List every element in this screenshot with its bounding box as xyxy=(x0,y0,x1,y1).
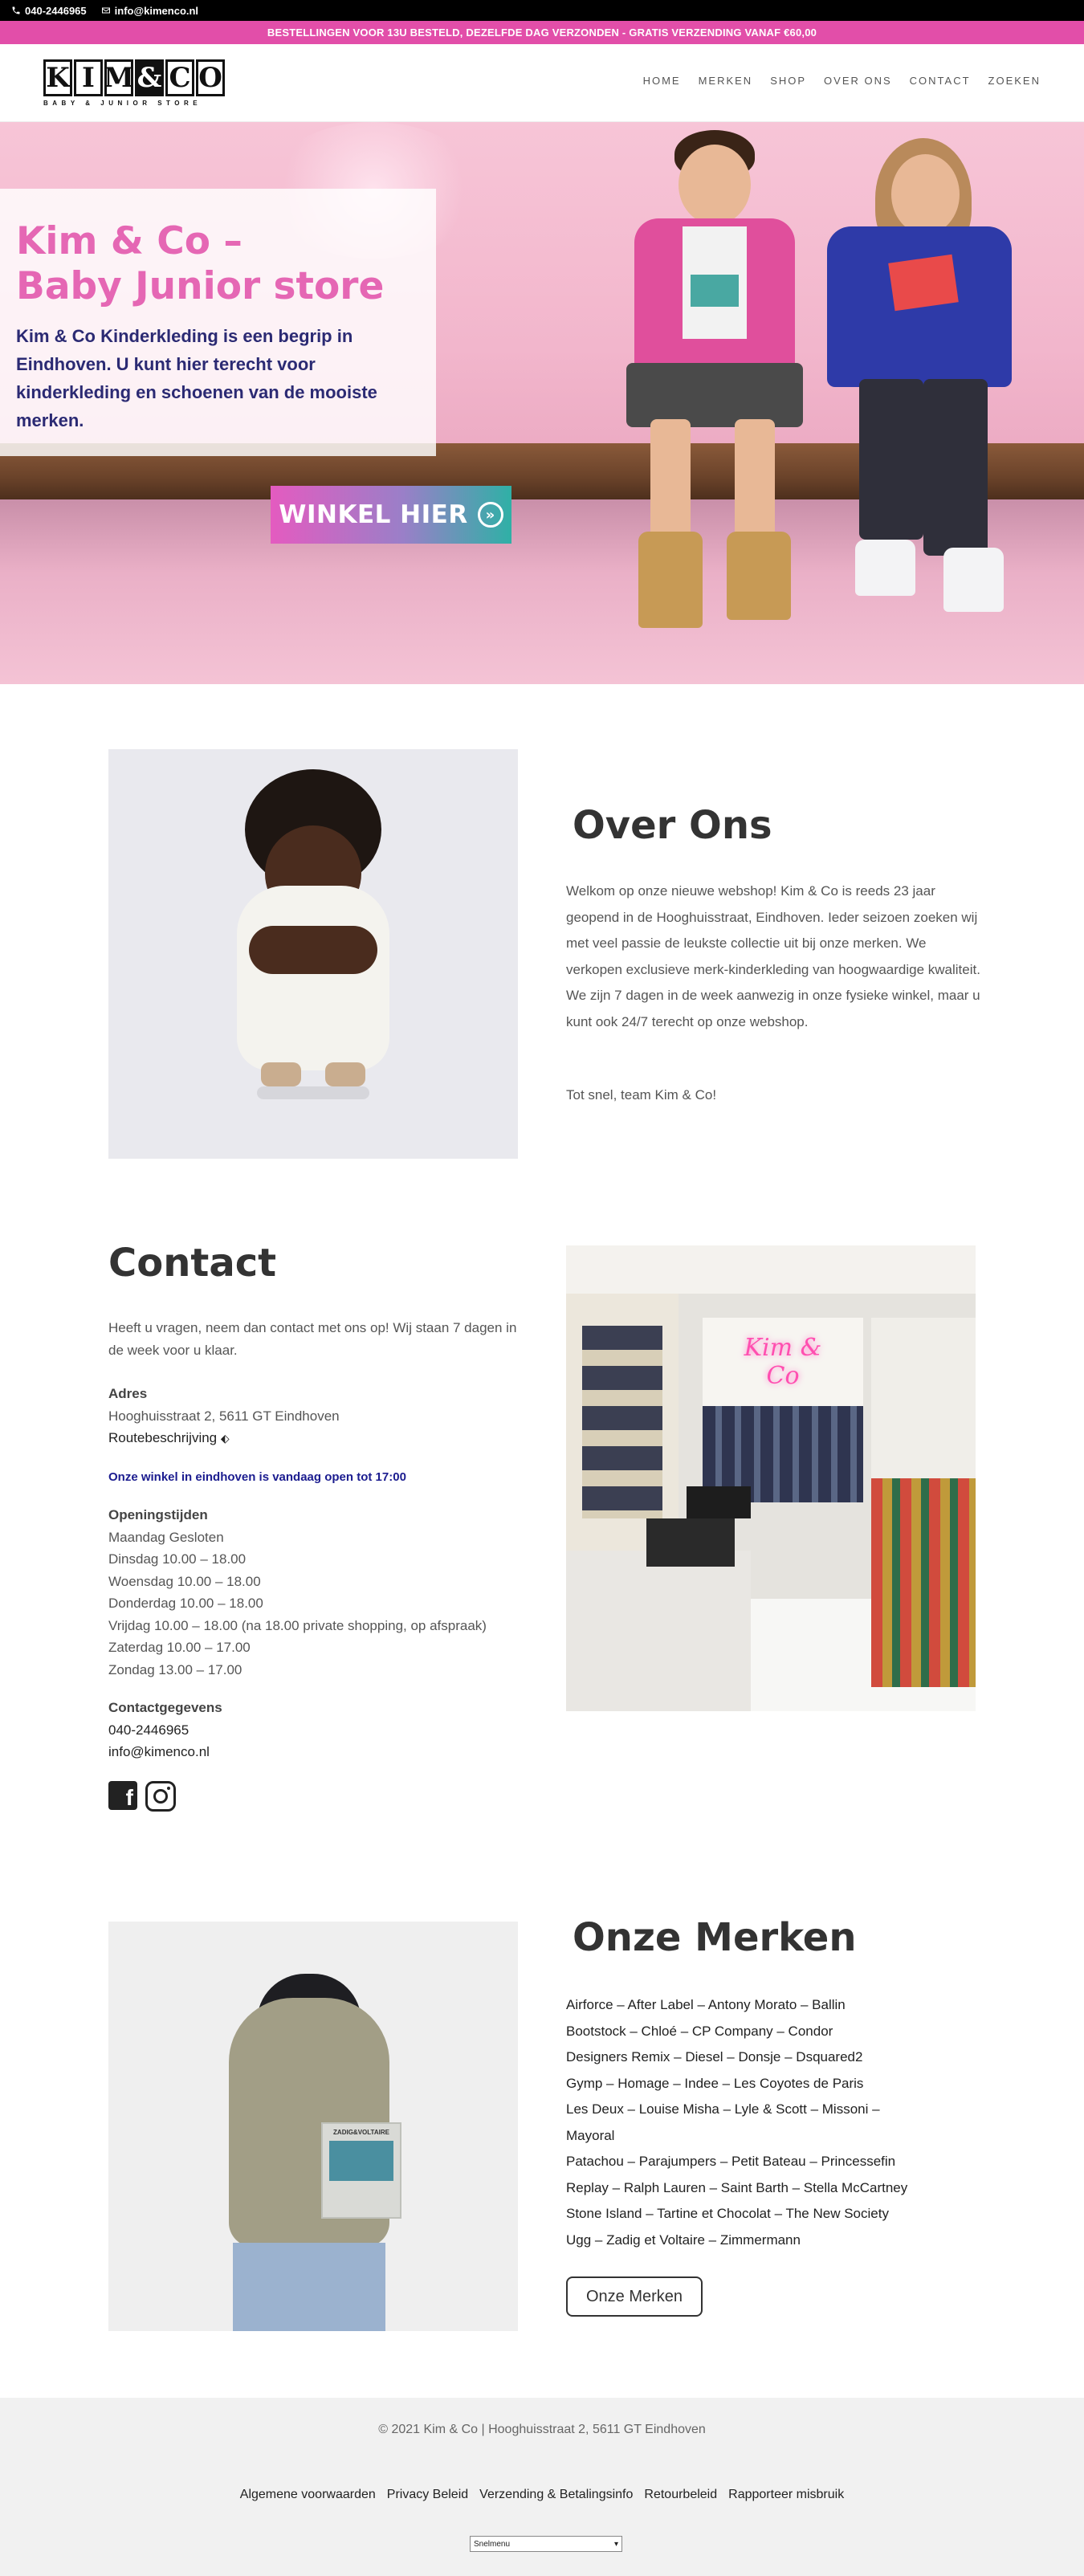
over-ons-title: Over Ons xyxy=(573,803,772,848)
footer-links xyxy=(0,2488,1084,2502)
adres-label: Adres xyxy=(108,1386,148,1401)
footer-link-verzending[interactable]: Verzending & Betalingsinfo xyxy=(479,2488,634,2501)
brands-line: Designers Remix – Diesel – Donsje – Dsquared2 xyxy=(566,2049,863,2064)
brands-line: Bootstock – Chloé – CP Company – Condor xyxy=(566,2023,833,2039)
envelope-icon xyxy=(101,6,111,15)
merken-title: Onze Merken xyxy=(573,1915,857,1960)
over-ons-photo xyxy=(108,749,518,1159)
hours-row: Maandag Gesloten xyxy=(108,1529,224,1545)
topbar-phone[interactable] xyxy=(11,5,87,17)
route-link-label: Routebeschrijving xyxy=(108,1430,218,1445)
phone-icon xyxy=(11,6,21,15)
facebook-icon[interactable]: f xyxy=(108,1781,137,1810)
contact-email-link[interactable]: info@kimenco.nl xyxy=(108,1744,210,1759)
nav-item-home[interactable]: HOME xyxy=(642,75,681,87)
topbar-email-text: info@kimenco.nl xyxy=(114,4,199,17)
logo-letter: & xyxy=(135,59,164,96)
promo-banner xyxy=(0,21,1084,44)
footer-link-misbruik[interactable]: Rapporteer misbruik xyxy=(728,2488,845,2501)
site-footer xyxy=(0,2398,1084,2576)
onze-merken-button-label: Onze Merken xyxy=(585,2287,683,2305)
snelmenu-select[interactable] xyxy=(470,2536,622,2552)
main-nav xyxy=(643,75,1041,87)
logo-letters xyxy=(43,59,284,96)
store-sign: Kim & Co xyxy=(744,1334,822,1390)
nav-item-shop[interactable]: SHOP xyxy=(770,75,807,87)
footer-link-privacy[interactable]: Privacy Beleid xyxy=(386,2488,469,2501)
hero-text: Kim & Co Kinderkleding is een begrip in Eindhoven. U kunt hier terecht voor kinderkleding en schoenen van de mooiste merken. xyxy=(16,326,377,430)
hours-row: Dinsdag 10.00 – 18.00 xyxy=(108,1551,247,1567)
top-bar xyxy=(0,0,1084,21)
logo-letter: I xyxy=(74,59,103,96)
hero-title-line2: Baby Junior store xyxy=(16,264,385,308)
over-ons-text: Welkom op onze nieuwe webshop! Kim & Co is reeds 23 jaar geopend in de Hooghuisstraat, Eindhoven. Ieder seizoen zoeken wij met veel passie de leukste collectie uit bij onze merken. We verkopen exclusieve merk-kinderkleding van hoogwaardige kwaliteit. We zijn 7 dagen in de week aanwezig in onze fysieke winkel, maar u kunt ook 24/7 terecht op onze webshop. xyxy=(566,883,980,1029)
directions-icon: ⬖ xyxy=(220,1432,230,1445)
brands-line: Ugg – Zadig et Voltaire – Zimmermann xyxy=(566,2232,801,2248)
brands-line: Airforce – After Label – Antony Morato – Ballin xyxy=(566,1997,846,2012)
over-ons-signoff: Tot snel, team Kim & Co! xyxy=(566,1087,717,1103)
hero-banner xyxy=(0,122,1084,684)
hero-photo-girl xyxy=(811,122,1052,684)
brands-line: Replay – Ralph Lauren – Saint Barth – Stella McCartney xyxy=(566,2179,908,2195)
logo-letter: M xyxy=(104,59,133,96)
hero-title xyxy=(16,219,420,309)
snelmenu-value: Snelmenu xyxy=(474,2539,511,2549)
footer-link-voorwaarden[interactable]: Algemene voorwaarden xyxy=(239,2488,376,2501)
footer-link-retourbeleid[interactable]: Retourbeleid xyxy=(644,2488,718,2501)
topbar-email[interactable] xyxy=(101,5,198,17)
logo-tagline: BABY & JUNIOR STORE xyxy=(43,100,202,107)
adres-text: Hooghuisstraat 2, 5611 GT Eindhoven xyxy=(108,1408,340,1424)
hero-photo-boy xyxy=(594,122,835,684)
promo-text: BESTELLINGEN VOOR 13U BESTELD, DEZELFDE DAG VERZONDEN - GRATIS VERZENDING VANAF €60,00 xyxy=(267,26,817,39)
brands-line: Mayoral xyxy=(566,2127,615,2143)
store-interior-photo xyxy=(566,1245,976,1711)
double-chevron-right-icon: » xyxy=(478,502,503,528)
contact-intro: Heeft u vragen, neem dan contact met ons op! Wij staan 7 dagen in de week voor u klaar. xyxy=(108,1320,517,1358)
hoodie-print xyxy=(321,2122,401,2219)
hours-label: Openingstijden xyxy=(108,1507,208,1522)
logo-letter: C xyxy=(165,59,194,96)
brands-line: Patachou – Parajumpers – Petit Bateau – Princessefin xyxy=(566,2154,896,2169)
contact-title: Contact xyxy=(108,1241,277,1286)
contactgegevens-label: Contactgegevens xyxy=(108,1700,222,1715)
winkel-hier-label: WINKEL HIER xyxy=(279,500,468,529)
winkel-hier-button[interactable] xyxy=(271,486,511,544)
hoodie-print-label: ZADIG&VOLTAIRE xyxy=(333,2129,389,2136)
contact-phone-link[interactable]: 040-2446965 xyxy=(108,1722,189,1738)
contact-block xyxy=(108,1317,526,1812)
site-logo[interactable] xyxy=(43,59,284,109)
hero-title-line1: Kim & Co – xyxy=(16,219,242,263)
hours-row: Zaterdag 10.00 – 17.00 xyxy=(108,1640,251,1655)
nav-item-over-ons[interactable]: OVER ONS xyxy=(824,75,892,87)
nav-item-zoeken[interactable]: ZOEKEN xyxy=(988,75,1041,87)
merken-photo xyxy=(108,1922,518,2331)
nav-item-merken[interactable]: MERKEN xyxy=(698,75,753,87)
site-header xyxy=(0,44,1084,122)
brands-line: Les Deux – Louise Misha – Lyle & Scott – Missoni – xyxy=(566,2101,880,2117)
logo-letter: K xyxy=(43,59,72,96)
onze-merken-button[interactable] xyxy=(566,2276,703,2317)
hours-row: Vrijdag 10.00 – 18.00 (na 18.00 private shopping, op afspraak) xyxy=(108,1617,487,1633)
logo-letter: O xyxy=(196,59,225,96)
hero-card xyxy=(0,189,436,456)
brands-list xyxy=(566,1992,984,2253)
chevron-down-icon: ▾ xyxy=(613,2539,618,2549)
hours-row: Donderdag 10.00 – 18.00 xyxy=(108,1596,263,1611)
topbar-phone-text: 040-2446965 xyxy=(25,4,87,17)
hours-row: Woensdag 10.00 – 18.00 xyxy=(108,1573,261,1589)
brands-line: Stone Island – Tartine et Chocolat – The New Society xyxy=(566,2206,889,2221)
hours-row: Zondag 13.00 – 17.00 xyxy=(108,1661,242,1677)
route-link[interactable] xyxy=(108,1427,526,1450)
open-today-notice: Onze winkel in eindhoven is vandaag open tot 17:00 xyxy=(108,1469,406,1484)
footer-copyright: © 2021 Kim & Co | Hooghuisstraat 2, 5611 GT Eindhoven xyxy=(378,2423,706,2436)
nav-item-contact[interactable]: CONTACT xyxy=(909,75,971,87)
instagram-icon[interactable] xyxy=(145,1781,176,1812)
brands-line: Gymp – Homage – Indee – Les Coyotes de Paris xyxy=(566,2075,864,2091)
